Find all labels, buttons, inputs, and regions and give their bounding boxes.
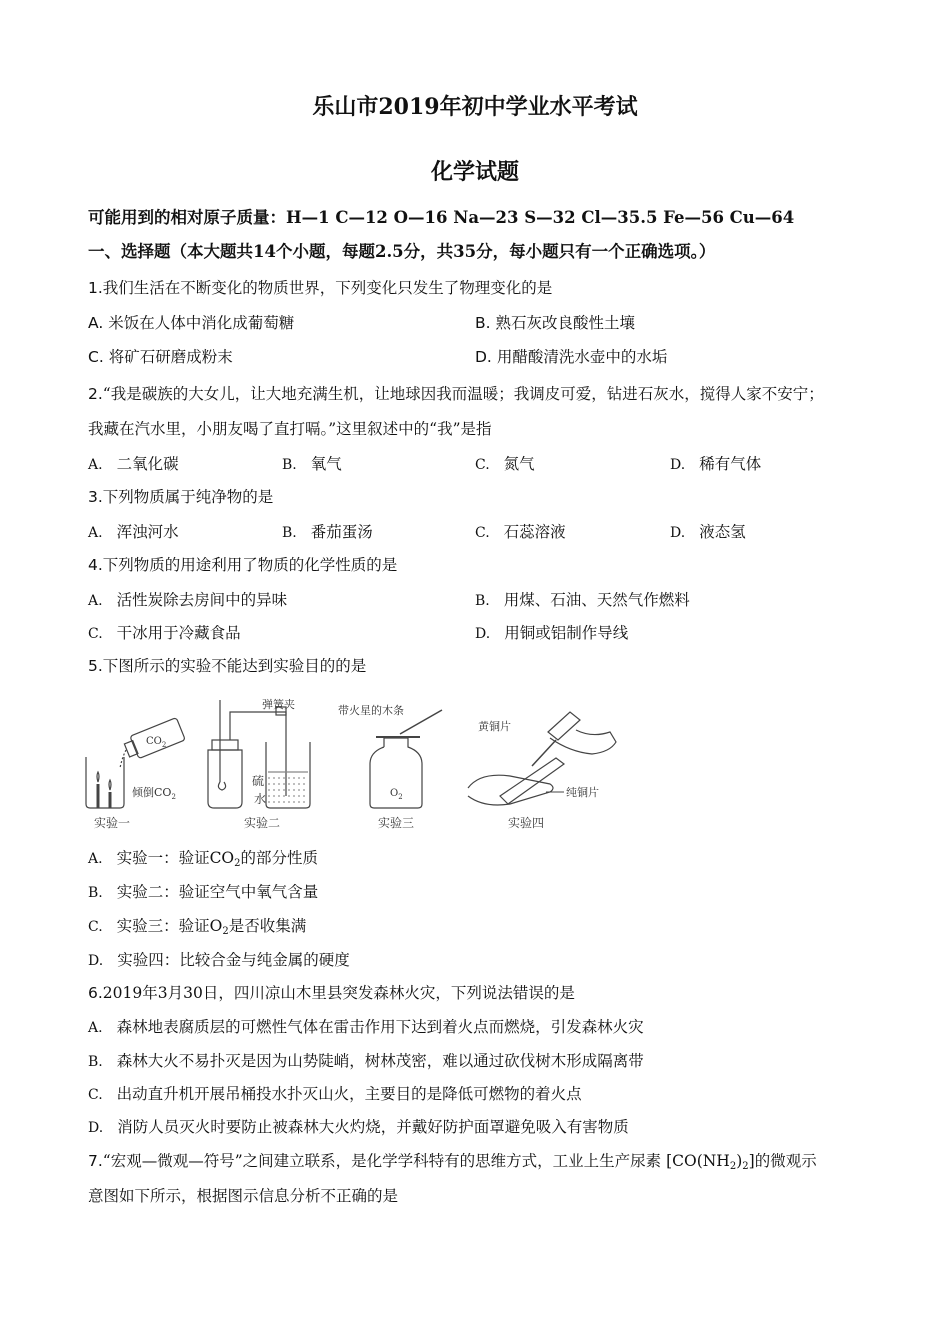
water-label: 水 [254,792,267,806]
flame-icon [97,772,99,782]
question-number: 5. [88,657,103,675]
question-6 [88,983,575,1003]
question-number: 6. [88,984,103,1002]
option-3c[interactable]: C. 石蕊溶液 [475,523,566,541]
section-heading: 一、选择题（本大题共14个小题，每题2.5分，共35分，每小题只有一个正确选项。） [88,242,716,261]
sulfur-label: 硫 [252,774,265,788]
option-5d[interactable]: D. 实验四：比较合金与纯金属的硬度 [88,951,350,969]
copper-label: 纯铜片 [566,786,599,799]
hand-icon [550,730,616,754]
question-stem: 2019年3月30日，四川凉山木里县突发森林火灾，下列说法错误的是 [102,984,575,1002]
question-number: 2. [88,385,103,403]
pour-co2-label: 倾倒$CO_2$ [132,786,176,801]
co2-bottle-label: $CO_2$ [146,736,167,749]
o2-bottle-label: $O_2$ [390,788,403,801]
question-3 [88,487,273,507]
brass-plate-icon [548,712,580,740]
hand-icon [468,775,553,805]
question-stem: 我们生活在不断变化的物质世界，下列变化只发生了物理变化的是 [102,279,553,297]
question-number: 4. [88,556,103,574]
question-4 [88,555,397,575]
clamp-label: 弹簧夹 [262,698,295,711]
question-number: 3. [88,488,103,506]
atomic-masses: 可能用到的相对原子质量：H—1 C—12 O—16 Na—23 S—32 Cl—35.5 Fe—56 Cu—64 [88,208,795,227]
question-5 [88,656,366,676]
question-stem: 下列物质的用途利用了物质的化学性质的是 [102,556,398,574]
experiment-3-drawing [370,710,442,808]
option-4b[interactable]: B. 用煤、石油、天然气作燃料 [475,591,690,609]
option-5a[interactable]: A. 实验一：验证$CO_2$的部分性质 [88,849,319,869]
exam-title: 乐山市2019年初中学业水平考试 [312,94,638,120]
option-6a[interactable]: A. 森林地表腐质层的可燃性气体在雷击作用下达到着火点而燃烧，引发森林火灾 [88,1018,644,1036]
option-6d[interactable]: D. 消防人员灭火时要防止被森林大火灼烧，并戴好防护面罩避免吸入有害物质 [88,1118,629,1136]
option-1d[interactable]: D. 用醋酸清洗水壶中的水垢 [475,348,668,366]
caption-experiment-3: 实验三 [378,816,415,830]
question-stem-line1: “我是碳族的大女儿，让大地充满生机，让地球因我而温暖；我调皮可爱，钻进石灰水，搅得人家不安宁； [102,385,824,403]
question-number: 1. [88,279,103,297]
option-3a[interactable]: A. 浑浊河水 [88,523,179,541]
option-4d[interactable]: D. 用铜或铝制作导线 [475,624,629,642]
question-number: 7. [88,1152,103,1170]
option-2a[interactable]: A. 二氧化碳 [88,455,179,473]
option-3d[interactable]: D. 液态氢 [670,523,746,541]
brass-label: 黄铜片 [478,720,511,733]
option-3b[interactable]: B. 番茄蛋汤 [282,523,373,541]
flame-icon [109,780,111,790]
question-2 [88,384,824,404]
question-1 [88,278,552,298]
spoon-icon [218,782,225,790]
option-4a[interactable]: A. 活性炭除去房间中的异味 [88,591,288,609]
question-7-line2: 意图如下所示，根据图示信息分析不正确的是 [88,1187,399,1205]
option-2d[interactable]: D. 稀有气体 [670,455,762,473]
option-6b[interactable]: B. 森林大火不易扑灭是因为山势陡峭，树林茂密，难以通过砍伐树木形成隔离带 [88,1052,644,1070]
exam-subtitle: 化学试题 [430,159,519,185]
question-stem: 下图所示的实验不能达到实验目的的是 [102,657,367,675]
beaker-icon [86,757,124,808]
option-2c[interactable]: C. 氮气 [475,455,535,473]
option-1c[interactable]: C. 将矿石研磨成粉末 [88,348,233,366]
option-4c[interactable]: C. 干冰用于冷藏食品 [88,624,241,642]
splint-icon [400,710,442,734]
caption-experiment-2: 实验二 [244,816,281,830]
option-2b[interactable]: B. 氧气 [282,455,342,473]
option-5b[interactable]: B. 实验二：验证空气中氧气含量 [88,883,319,901]
question-7: 7.“宏观—微观—符号”之间建立联系，是化学学科特有的思维方式，工业上生产尿素 $[CO(NH_2)_2]$的微观示 [88,1152,817,1172]
option-6c[interactable]: C. 出动直升机开展吊桶投水扑灭山火，主要目的是降低可燃物的着火点 [88,1085,582,1103]
option-1b[interactable]: B. 熟石灰改良酸性土壤 [475,314,636,332]
water-beaker-icon [266,742,310,808]
caption-experiment-4: 实验四 [508,816,545,830]
caption-experiment-1: 实验一 [94,816,131,830]
question-stem: 下列物质属于纯净物的是 [102,488,274,506]
experiment-figure [80,692,640,842]
stopper-icon [212,740,238,750]
splint-label: 带火星的木条 [338,704,404,717]
option-5c[interactable]: C. 实验三：验证$O_2$是否收集满 [88,917,307,937]
option-1a[interactable]: A. 米饭在人体中消化成葡萄糖 [88,314,295,332]
flask-icon [208,750,242,808]
question-2-line2: 我藏在汽水里，小朋友喝了直打嗝。”这里叙述中的“我”是指 [88,420,492,438]
